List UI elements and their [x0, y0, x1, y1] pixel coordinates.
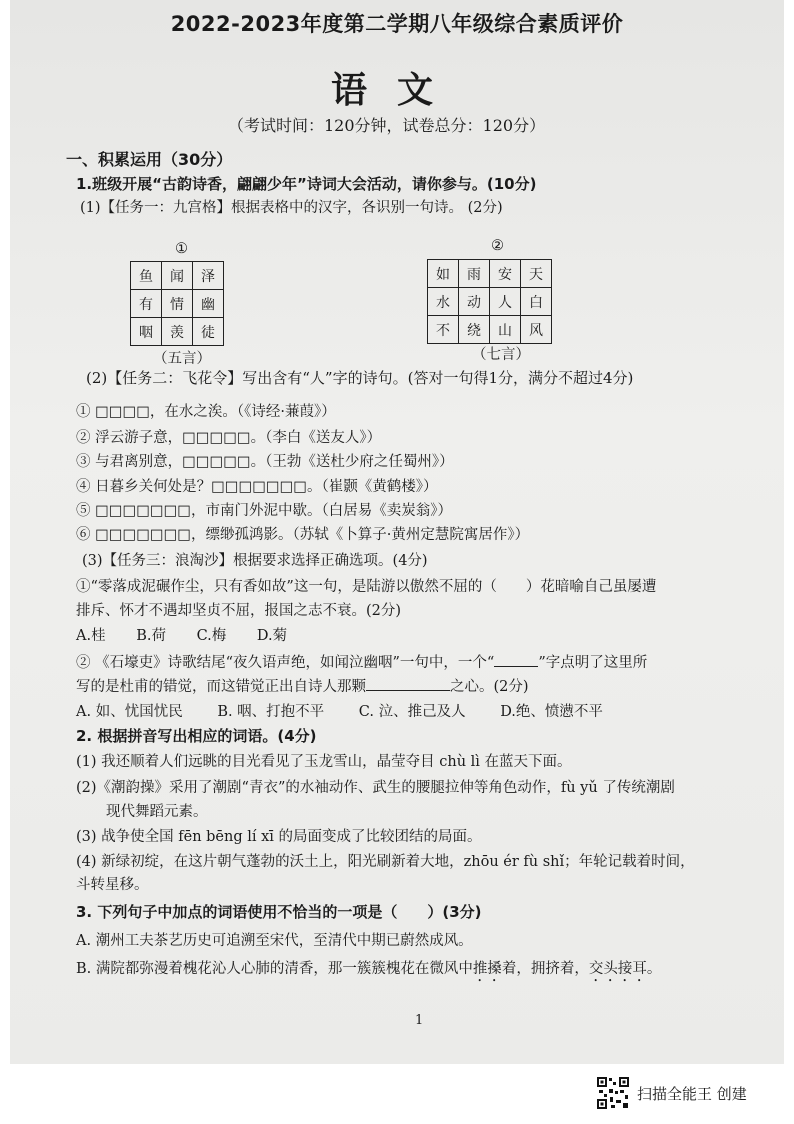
task-2-stem: (2)【任务二：飞花令】写出含有“人”字的诗句。(答对一句得1分，满分不超过4分)	[86, 369, 634, 387]
option-c: C. 泣、推己及人	[358, 704, 466, 720]
scanner-credit: 扫描全能王 创建	[637, 1085, 747, 1103]
exam-info: （考试时间：120分钟，试卷总分：120分）	[228, 116, 546, 135]
task-2-item: ④ 日暮乡关何处是？□□□□□□□。（崔颢《黄鹤楼》）	[76, 479, 438, 495]
grid-1-caption: （五言）	[153, 351, 211, 367]
grid-cell: 不	[428, 316, 459, 344]
grid-cell: 绕	[459, 316, 490, 344]
grid-1-table	[130, 261, 224, 346]
grid-2-caption: （七言）	[472, 347, 530, 363]
question-2-stem: 2. 根据拼音写出相应的词语。(4分)	[76, 727, 317, 745]
grid-cell: 有	[131, 290, 162, 318]
option-d: D.绝、愤懑不平	[500, 704, 603, 720]
grid-cell: 雨	[459, 260, 490, 288]
answer-blank	[494, 666, 538, 667]
task-3-b-line1: ② 《石壕吏》诗歌结尾“夜久语声绝，如闻泣幽咽”一句中，一个“ ”字点明了这里所	[76, 655, 648, 671]
answer-blank	[366, 690, 450, 691]
grid-cell: 徒	[193, 318, 224, 346]
question-2-item: (1) 我还顺着人们远眺的目光看见了玉龙雪山，晶莹夺目 chù lì 在蓝天下面。	[76, 754, 572, 770]
question-2-item: 斗转星移。	[76, 877, 149, 893]
grid-cell: 如	[428, 260, 459, 288]
question-2-item: (3) 战争使全国 fēn bēng lí xī 的局面变成了比较团结的局面。	[76, 829, 482, 845]
grid-cell: 山	[490, 316, 521, 344]
option-d: D.菊	[256, 628, 288, 644]
task-3-a-line1: ①“零落成泥碾作尘，只有香如故”这一句，是陆游以傲然不屈的（ ）花暗喻自己虽屡遭	[76, 579, 657, 595]
task-1-stem: (1)【任务一：九宫格】根据表格中的汉字，各识别一句诗。 (2分)	[80, 200, 503, 216]
grid-cell: 情	[162, 290, 193, 318]
task-2-item: ⑥ □□□□□□□，缥缈孤鸿影。（苏轼《卜算子·黄州定慧院寓居作》）	[76, 527, 530, 543]
question-2-item: (4) 新绿初绽，在这片朝气蓬勃的沃土上，阳光刷新着大地，zhōu ér fù shǐ；年轮记载着时间，	[76, 854, 695, 870]
task-3-b-options	[76, 703, 603, 721]
option-b: B.荷	[136, 628, 166, 644]
grid-cell: 人	[490, 288, 521, 316]
option-b: B. 咽、打抱不平	[217, 704, 325, 720]
task-3-a-line2: 排斥、怀才不遇却坚贞不屈，报国之志不衰。(2分)	[76, 603, 402, 619]
grid-1-number: ①	[175, 241, 188, 257]
grid-cell: 天	[521, 260, 552, 288]
grid-cell: 白	[521, 288, 552, 316]
exam-paper	[10, 0, 784, 1064]
option-a: A. 如、忧国忧民	[76, 704, 183, 720]
task-2-item: ⑤ □□□□□□□，市南门外泥中歇。（白居易《卖炭翁》）	[76, 503, 453, 519]
grid-cell: 闻	[162, 262, 193, 290]
task-2-item: ① □□□□，在水之涘。（《诗经·蒹葭》）	[76, 404, 336, 420]
section-heading: 一、积累运用（30分）	[66, 150, 233, 169]
exam-title: 2022-2023年度第二学期八年级综合素质评价	[170, 12, 624, 36]
question-3-option-b: B. 满院都弥漫着槐花沁人心肺的清香，那一簇簇槐花在微风中推搡着，拥挤着，交头接耳。	[76, 961, 662, 977]
grid-cell: 泽	[193, 262, 224, 290]
grid-cell: 动	[459, 288, 490, 316]
question-3-stem: 3. 下列句子中加点的词语使用不恰当的一项是（ ）(3分)	[76, 903, 482, 921]
grid-cell: 幽	[193, 290, 224, 318]
grid-cell: 羡	[162, 318, 193, 346]
option-c: C.梅	[196, 628, 227, 644]
qr-code-icon	[596, 1076, 630, 1110]
question-2-item: 现代舞蹈元素。	[106, 804, 208, 820]
dotted-word: 推搡	[472, 961, 502, 977]
task-3-a-options	[76, 627, 287, 645]
question-2-item: (2)《潮韵操》采用了潮剧“青衣”的水袖动作、武生的腰腿拉伸等角色动作，fù yǔ 了传统潮剧	[76, 780, 675, 796]
grid-cell: 风	[521, 316, 552, 344]
subject-title: 语文	[330, 70, 463, 111]
task-3-b-line2: 写的是杜甫的错觉，而这错觉正出自诗人那颗 之心。(2分)	[76, 679, 529, 695]
grid-cell: 水	[428, 288, 459, 316]
option-a: A.桂	[76, 628, 106, 644]
task-2-item: ③ 与君离别意，□□□□□。（王勃《送杜少府之任蜀州》）	[76, 454, 454, 470]
task-2-item: ② 浮云游子意，□□□□□。（李白《送友人》）	[76, 430, 382, 446]
grid-2-number: ②	[491, 238, 504, 254]
grid-2-table	[427, 259, 552, 344]
grid-cell: 安	[490, 260, 521, 288]
question-3-option-a: A. 潮州工夫茶艺历史可追溯至宋代，至清代中期已蔚然成风。	[76, 933, 473, 949]
question-1-stem: 1.班级开展“古韵诗香，翩翩少年”诗词大会活动，请你参与。(10分)	[76, 175, 537, 193]
dotted-word: 交头接耳	[588, 961, 647, 977]
page-number: 1	[415, 1013, 424, 1028]
task-3-stem: (3)【任务三：浪淘沙】根据要求选择正确选项。(4分)	[82, 553, 428, 569]
grid-cell: 咽	[131, 318, 162, 346]
grid-cell: 鱼	[131, 262, 162, 290]
